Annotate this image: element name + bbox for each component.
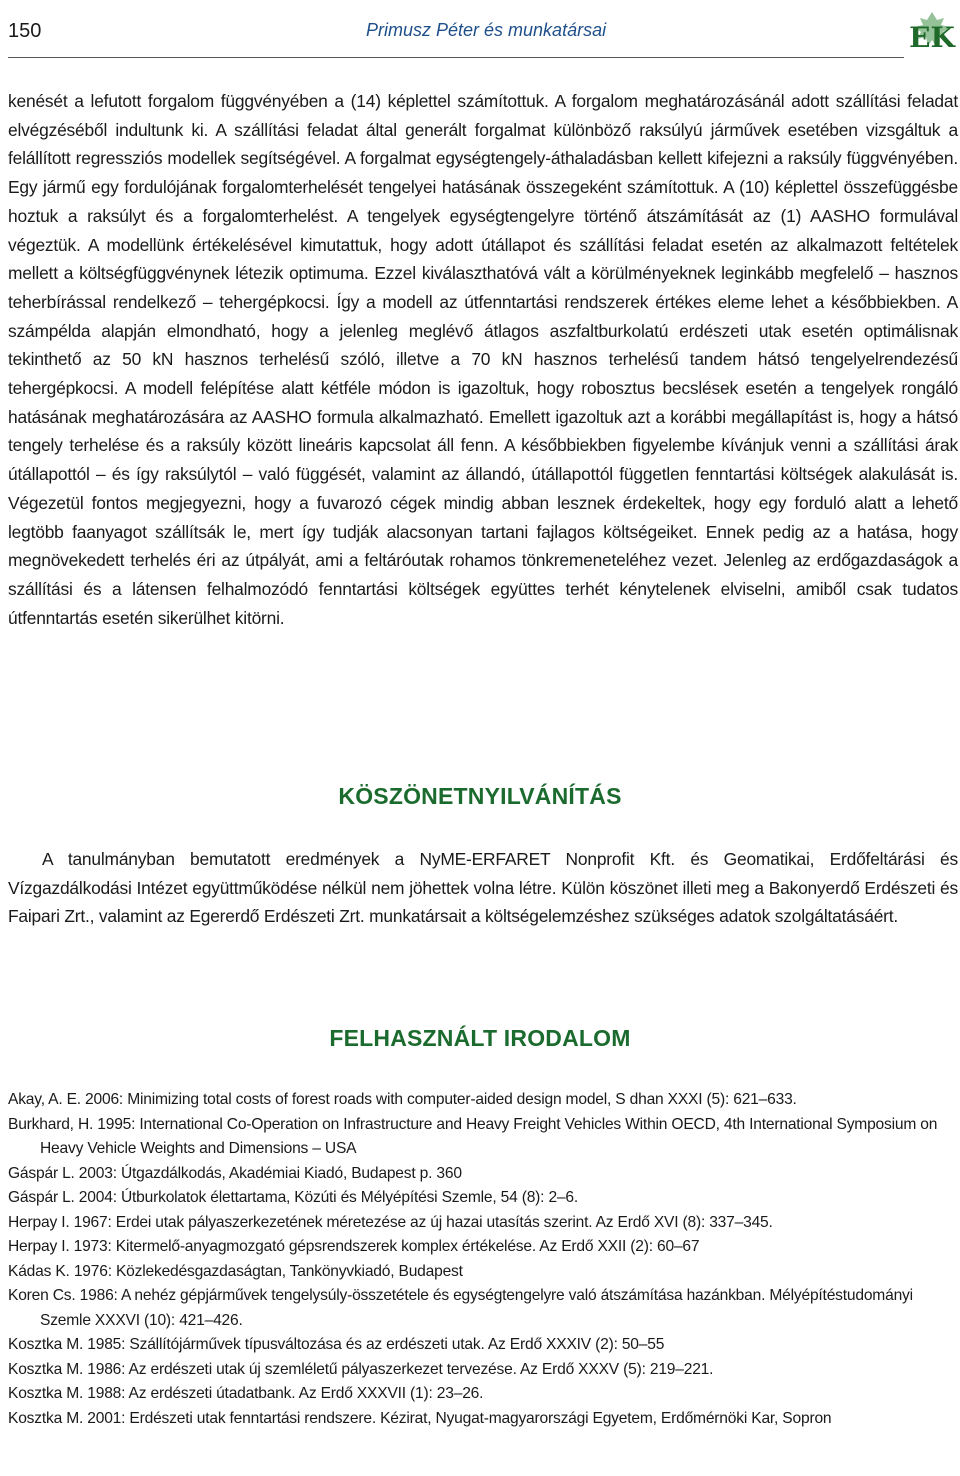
acknowledgement-text: A tanulmányban bemutatott eredmények a NyME-ERFARET Nonprofit Kft. és Geomatikai, Erdőfeltárási és Vízgazdálkodási Intézet együttműködése nélkül nem jöhettek volna létre. Külön köszönet illeti meg a Bakonyerdő Erdészeti és Faipari Zrt., valamint az Egererdő Erdészeti Zrt. munkatársait a költségelemzéshez szükséges adatok szolgáltatásáért. <box>8 849 958 927</box>
references-heading: FELHASZNÁLT IRODALOM <box>329 1025 631 1051</box>
reference-item: Kosztka M. 2001: Erdészeti utak fenntartási rendszere. Kézirat, Nyugat-magyarországi Egyetem, Erdőmérnöki Kar, Sopron <box>8 1409 832 1427</box>
reference-item: Kosztka M. 1985: Szállítójárművek típusváltozása és az erdészeti utak. Az Erdő XXXIV (2): 50–55 <box>8 1336 665 1353</box>
logo-letters: EK <box>909 21 955 54</box>
reference-item: Kádas K. 1976: Közlekedésgazdaságtan, Tankönyvkiadó, Budapest <box>8 1262 463 1280</box>
acknowledgement-heading: KÖSZÖNETNYILVÁNÍTÁS <box>338 783 622 809</box>
page-number: 150 <box>8 20 42 42</box>
running-title: Primusz Péter és munkatársai <box>366 20 607 40</box>
reference-item: Kosztka M. 1988: Az erdészeti útadatbank. Az Erdő XXXVII (1): 23–26. <box>8 1385 484 1402</box>
reference-item: Herpay I. 1973: Kitermelő-anyagmozgató gépsrendszerek komplex értékelése. Az Erdő XXII (2): 60–67 <box>8 1238 700 1255</box>
header-rule <box>8 57 904 58</box>
reference-item: Kosztka M. 1986: Az erdészeti utak új szemléletű pályaszerkezet tervezése. Az Erdő XXXV (5): 219–221. <box>8 1360 714 1378</box>
reference-item: Gáspár L. 2003: Útgazdálkodás, Akadémiai Kiadó, Budapest p. 360 <box>8 1164 462 1182</box>
reference-item: Gáspár L. 2004: Útburkolatok élettartama, Közúti és Mélyépítési Szemle, 54 (8): 2–6. <box>8 1189 578 1206</box>
reference-item: Koren Cs. 1986: A nehéz gépjárművek tengelysúly-összetétele és egységtengelyre való átszámítása hazánkban. Mélyépítéstudományi Szemle XXXVI (10): 421–426. <box>8 1287 913 1329</box>
journal-logo <box>908 10 956 58</box>
reference-list <box>8 1088 958 1431</box>
reference-item: Herpay I. 1967: Erdei utak pályaszerkezetének méretezése az új hazai utasítás szerint. Az Erdő XVI (8): 337–345. <box>8 1213 773 1231</box>
body-paragraph: kenését a lefutott forgalom függvényében a (14) képlettel számítottuk. A forgalom meghatározásánál adott szállítási feladat elvégzéséből indultunk ki. A szállítási feladat által generált forgalmat különböző raksúlyú járművek esetében vizsgáltuk a felállított regressziós modellek segítségével. A forgalmat egységtengely-áthaladásban kellett kifejezni a raksúly függvényében. Egy jármű egy fordulójának forgalomterhelését tengelyei hatásának összegeként számítottuk. A (10) képlettel összefüggésbe hoztuk a raksúlyt és a forgalomterhelést. A tengelyek egységtengelyre történő átszámítását az (1) AASHO formulával végeztük. A modellünk értékelésével kimutattuk, hogy adott útállapot és szállítási feladat esetén az alkalmazott feltételek mellett a költségfüggvénynek létezik optimuma. Ezzel kiválaszthatóvá vált a körülményeknek leginkább megfelelő – hasznos teherbírással rendelkező – tehergépkocsi. Így a modell az útfenntartási rendszerek értékes eleme lehet a későbbiekben. A számpélda alapján elmondható, hogy a jelenleg meglévő átlagos aszfaltburkolatú erdészeti utak esetén optimálisnak tekinthető az 50 kN hasznos terhelésű szóló, illetve a 70 kN hasznos terhelésű tandem hátsó tengelyelrendezésű tehergépkocsi. A modell felépítése alatt kétféle módon is igazoltuk, hogy robosztus becslések esetén a tengelyek rongáló hatásának meghatározására az AASHO formula alkalmazható. Emellett igazoltuk azt a korábbi megállapítást is, hogy a hátsó tengely terhelése és a raksúly között lineáris kapcsolat áll fenn. A későbbiekben figyelembe kívánjuk venni a szállítási árak útállapottól – és így raksúlytól – való függését, valamint az állandó, útállapottól független fenntartási költségek alakulását is. Végezetül fontos megjegyezni, hogy a fuvarozó cégek mindig abban lesznek érdekeltek, hogy egy forduló alatt a lehető legtöbb faanyagot szállítsák le, mert így tudják alacsonyan tartani fajlagos költségeiket. Ennek pedig az a hatása, hogy megnövekedett terhelés éri az útpályát, ami a feltáróutak rohamos tönkremeneteléhez vezet. Jelenleg az erdőgazdaságok a szállítási és a látensen felhalmozódó fenntartási költségek együttes terhét kénytelenek elviselni, amiből csak tudatos útfenntartás esetén sikerülhet kitörni. <box>8 91 958 628</box>
reference-item: Akay, A. E. 2006: Minimizing total costs of forest roads with computer-aided design model, S dhan XXXI (5): 621–633. <box>8 1091 797 1108</box>
reference-item: Burkhard, H. 1995: International Co-Operation on Infrastructure and Heavy Freight Vehicles Within OECD, 4th International Symposium on Heavy Vehicle Weights and Dimensions – USA <box>8 1115 938 1157</box>
page-header <box>0 0 960 70</box>
